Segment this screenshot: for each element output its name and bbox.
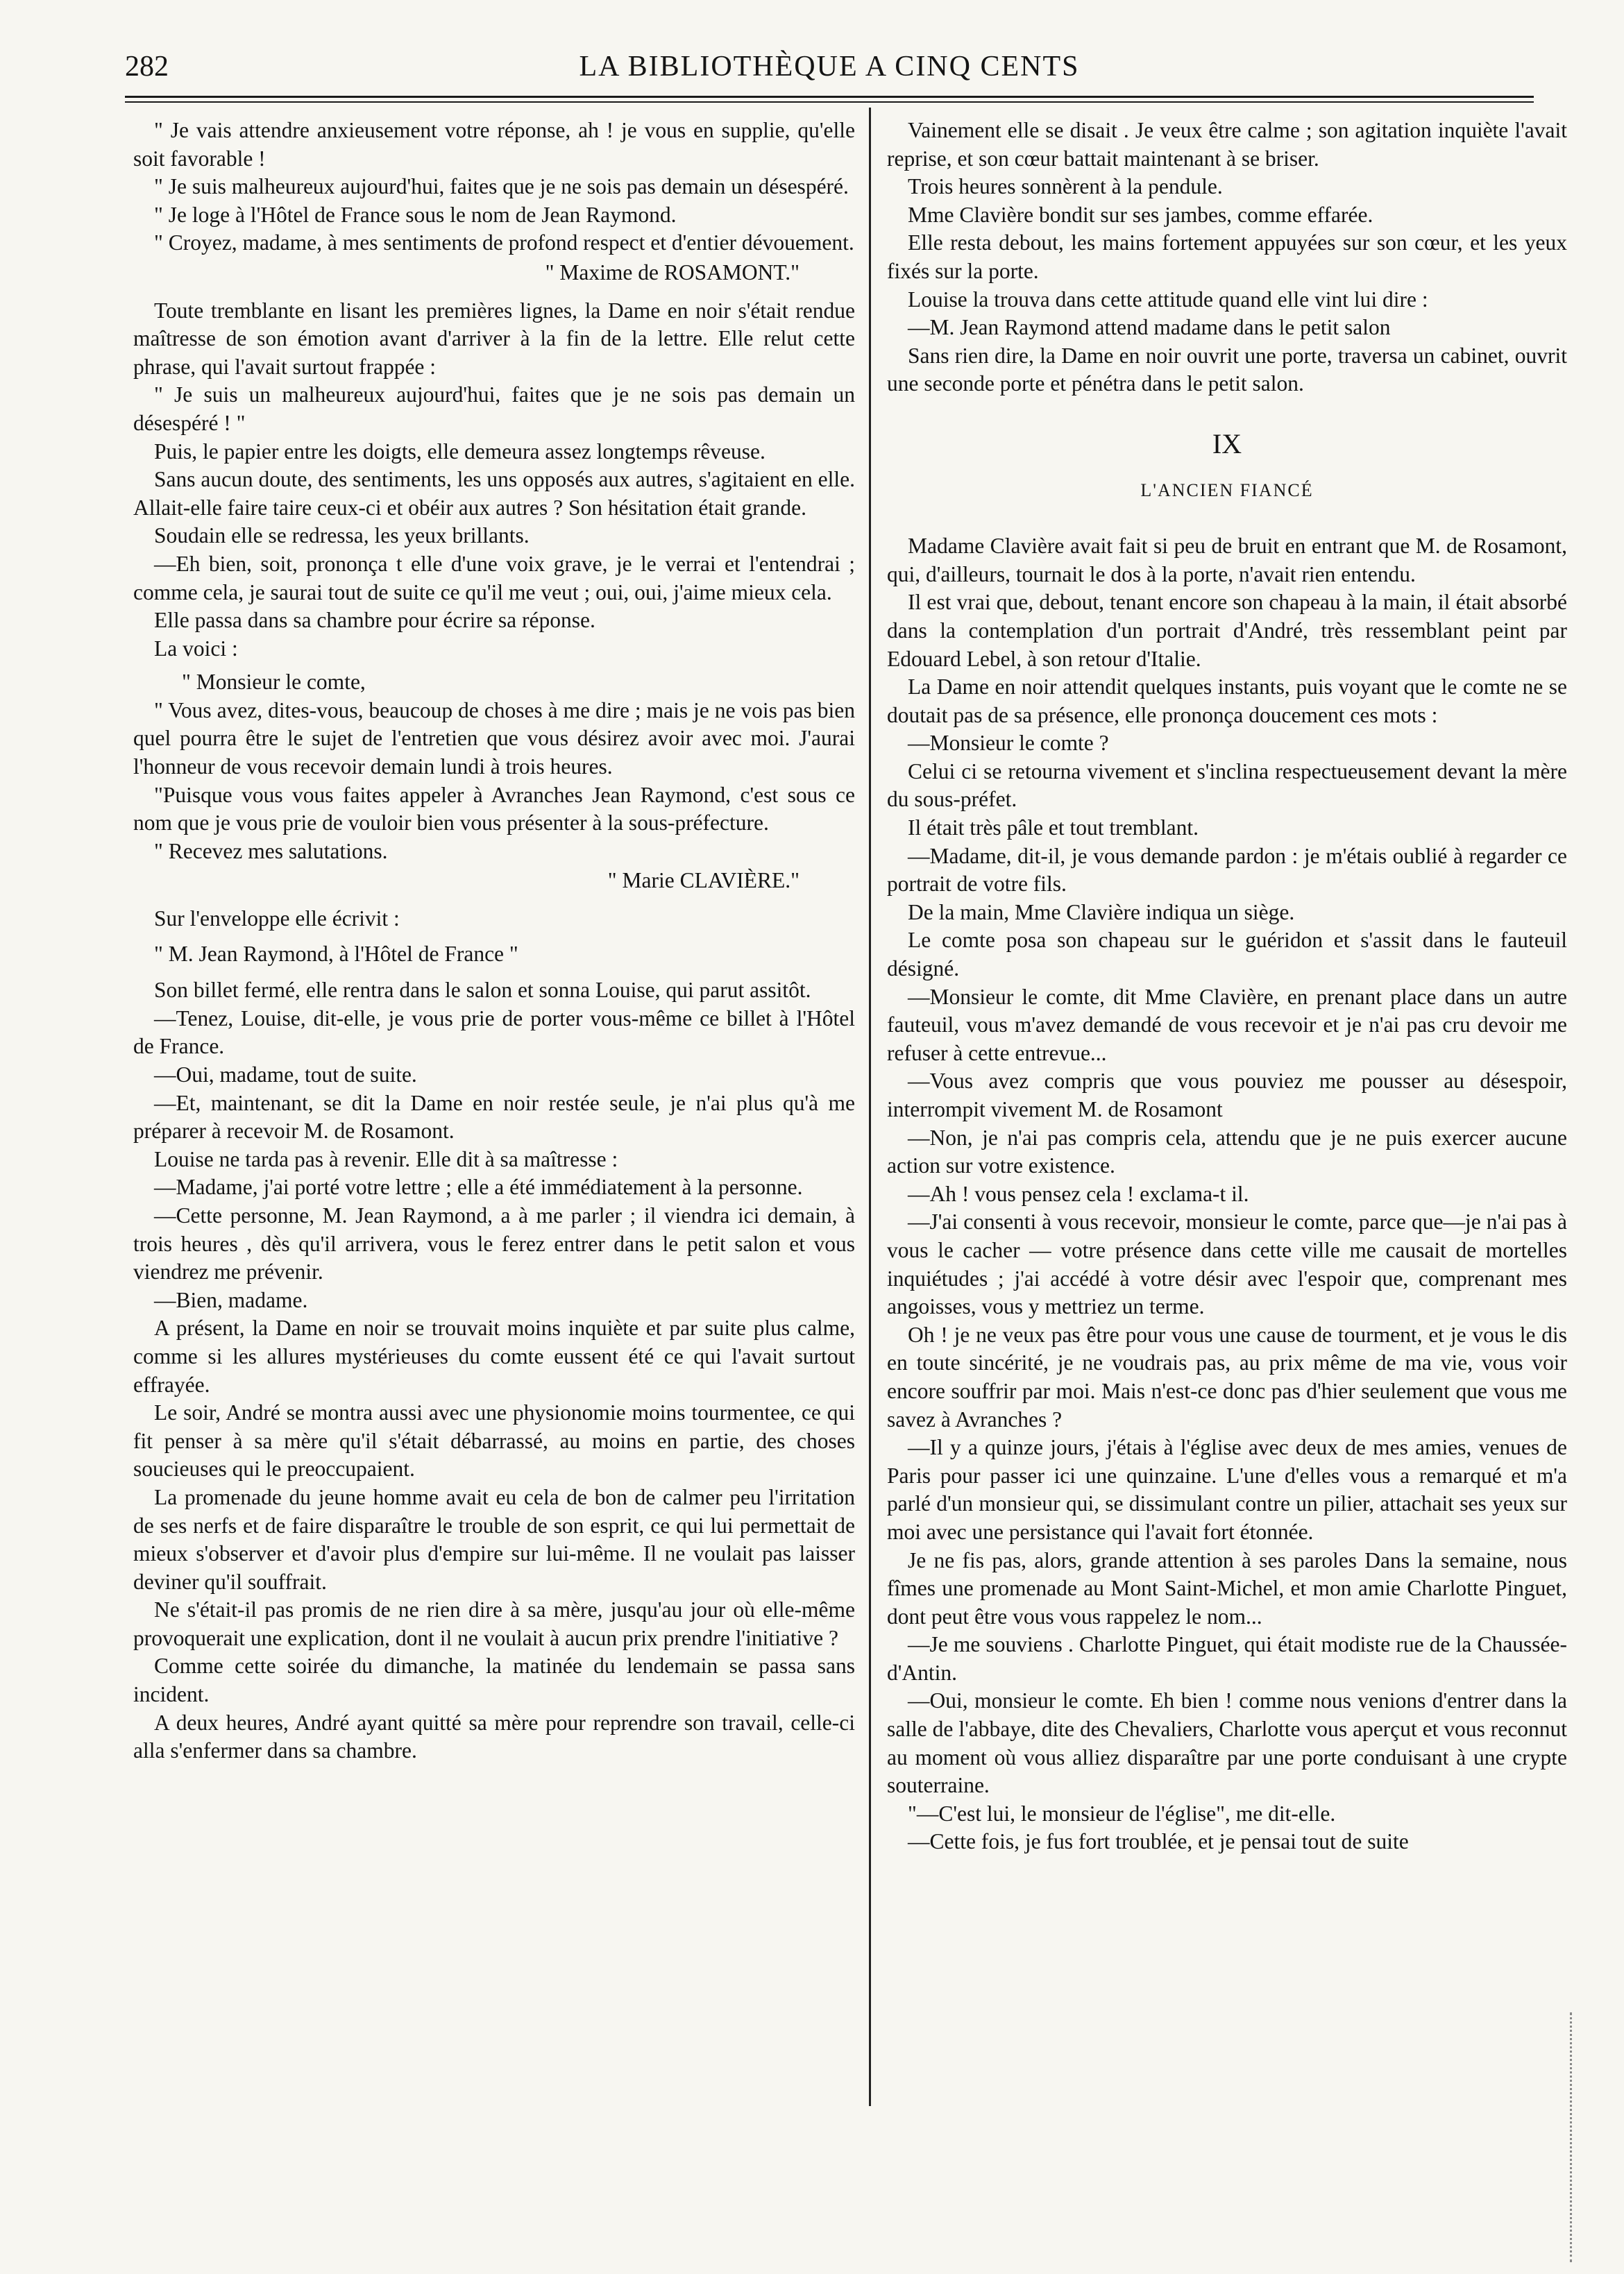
- paragraph: Trois heures sonnèrent à la pendule.: [908, 174, 1223, 199]
- paragraph: —Bien, madame.: [154, 1287, 308, 1312]
- paragraph: —M. Jean Raymond attend madame dans le petit salon: [908, 315, 1391, 340]
- letter-paragraph: " Vous avez, dites-vous, beaucoup de choses à me dire ; mais je ne vois pas bien quel pourra être le sujet de l'entretien que vous désirez avoir avec moi. J'aurai l'honneur de vous recevoir demain lundi à trois heures.: [133, 697, 855, 779]
- paragraph: Elle passa dans sa chambre pour écrire sa réponse.: [154, 608, 595, 633]
- column-divider: [869, 108, 871, 2106]
- paragraph: Je ne fis pas, alors, grande attention à ses paroles Dans la semaine, nous fîmes une promenade au Mont Saint-Michel, et mon amie Charlotte Pinguet, dont peut être vous vous rappelez le nom...: [887, 1547, 1567, 1629]
- paragraph: Comme cette soirée du dimanche, la matinée du lendemain se passa sans incident.: [133, 1654, 855, 1707]
- paragraph: A présent, la Dame en noir se trouvait moins inquiète et par suite plus calme, comme si les allures mystérieuses du comte eussent été ce qui l'avait surtout effrayée.: [133, 1316, 855, 1397]
- letter-paragraph: " Je vais attendre anxieusement votre réponse, ah ! je vous en supplie, qu'elle soit favorable !: [133, 118, 855, 171]
- paragraph: Vainement elle se disait . Je veux être calme ; son agitation inquiète l'avait reprise, et son cœur battait maintenant à se briser.: [887, 118, 1567, 171]
- letter-paragraph: " Je loge à l'Hôtel de France sous le nom de Jean Raymond.: [154, 202, 677, 227]
- paragraph: Sur l'enveloppe elle écrivit :: [154, 906, 400, 931]
- right-column: [887, 117, 1567, 1856]
- paragraph: Le soir, André se montra aussi avec une physionomie moins tourmentee, ce qui fit penser à sa mère qu'il s'était débarrassé, au moins en partie, des choses soucieuses qui le preoccupaient.: [133, 1400, 855, 1482]
- letter-paragraph: " Croyez, madame, à mes sentiments de profond respect et d'entier dévouement.: [154, 230, 854, 255]
- paragraph: —Ah ! vous pensez cela ! exclama-t il.: [908, 1181, 1249, 1206]
- paragraph: Madame Clavière avait fait si peu de bruit en entrant que M. de Rosamont, qui, d'ailleurs, tournait le dos à la porte, n'avait rien entendu.: [887, 534, 1567, 586]
- paragraph: Ne s'était-il pas promis de ne rien dire à sa mère, jusqu'au jour où elle-même provoquerait une explication, dont il ne voulait à aucun prix prendre l'initiative ?: [133, 1597, 855, 1650]
- paragraph: Oh ! je ne veux pas être pour vous une cause de tourment, et je vous le dis en toute sincérité, je ne voudrais pas, au prix même de ma vie, vous voir encore souffrir par moi. Mais n'est-ce donc pas d'hier seulement que vous me savez à Avranches ?: [887, 1322, 1567, 1432]
- paragraph: Mme Clavière bondit sur ses jambes, comme effarée.: [908, 202, 1373, 227]
- paragraph: La voici :: [154, 636, 238, 661]
- chapter-number: IX: [1212, 427, 1242, 459]
- paragraph: Louise ne tarda pas à revenir. Elle dit à sa maîtresse :: [154, 1146, 618, 1171]
- paragraph: —Monsieur le comte ?: [908, 731, 1109, 756]
- paragraph: —Madame, j'ai porté votre lettre ; elle a été immédiatement à la personne.: [154, 1175, 803, 1200]
- paragraph: " Je suis un malheureux aujourd'hui, faites que je ne sois pas demain un désespéré ! ": [133, 382, 855, 435]
- paragraph: Il est vrai que, debout, tenant encore son chapeau à la main, il était absorbé dans la contemplation d'un portrait d'André, très ressemblant peint par Edouard Lebel, à son retour d'Italie.: [887, 590, 1567, 671]
- paragraph: —Non, je n'ai pas compris cela, attendu que je ne puis exercer aucune action sur votre existence.: [887, 1125, 1567, 1178]
- running-header: [125, 43, 1534, 92]
- paragraph: —Je me souviens . Charlotte Pinguet, qui était modiste rue de la Chaussée-d'Antin.: [887, 1632, 1567, 1685]
- paragraph: —Cette fois, je fus fort troublée, et je pensai tout de suite: [908, 1829, 1409, 1854]
- paragraph: —Oui, madame, tout de suite.: [154, 1062, 417, 1087]
- paragraph: Elle resta debout, les mains fortement appuyées sur son cœur, et les yeux fixés sur la porte.: [887, 230, 1567, 283]
- running-title: LA BIBLIOTHÈQUE A CINQ CENTS: [579, 51, 1080, 83]
- paragraph: Sans aucun doute, des sentiments, les uns opposés aux autres, s'agitaient en elle. Allait-elle faire taire ceux-ci et obéir aux autres ? Son hésitation était grande.: [133, 467, 855, 520]
- paragraph: —Vous avez compris que vous pouviez me pousser au désespoir, interrompit vivement M. de Rosamont: [887, 1069, 1567, 1121]
- header-rule-double: [125, 101, 1534, 103]
- page-number: 282: [125, 51, 169, 83]
- paragraph: Soudain elle se redressa, les yeux brillants.: [154, 523, 530, 548]
- paragraph: —Et, maintenant, se dit la Dame en noir restée seule, je n'ai plus qu'à me préparer à recevoir M. de Rosamont.: [133, 1090, 855, 1144]
- paragraph: Celui ci se retourna vivement et s'inclina respectueusement devant la mère du sous-préfet.: [887, 758, 1567, 812]
- paragraph: A deux heures, André ayant quitté sa mère pour reprendre son travail, celle-ci alla s'enfermer dans sa chambre.: [133, 1710, 855, 1763]
- paragraph: Son billet fermé, elle rentra dans le salon et sonna Louise, qui parut assitôt.: [154, 978, 811, 1003]
- paragraph: —Tenez, Louise, dit-elle, je vous prie de porter vous-même ce billet à l'Hôtel de France.: [133, 1006, 855, 1059]
- paragraph: "—C'est lui, le monsieur de l'église", me dit-elle.: [908, 1801, 1336, 1826]
- paragraph: —Cette personne, M. Jean Raymond, a à me parler ; il viendra ici demain, à trois heures , dès qu'il arrivera, vous le ferez entrer dans le petit salon et vous viendrez me prévenir.: [133, 1203, 855, 1284]
- paragraph: Puis, le papier entre les doigts, elle demeura assez longtemps rêveuse.: [154, 439, 766, 464]
- paragraph: —Il y a quinze jours, j'étais à l'église avec deux de mes amies, venues de Paris pour passer ici une quinzaine. L'une d'elles vous a remarqué et m'a parlé d'un monsieur qui, se dissimulant contre un pilier, attachait ses yeux sur moi avec une persistance qui l'avait fort étonnée.: [887, 1435, 1567, 1544]
- paragraph: Toute tremblante en lisant les premières lignes, la Dame en noir s'était rendue maîtresse de son émotion avant d'arriver à la fin de la lettre. Elle relut cette phrase, qui l'avait surtout frappée :: [133, 298, 855, 379]
- letter-signature: " Maxime de ROSAMONT.": [545, 260, 800, 285]
- left-column: [133, 117, 855, 1765]
- paragraph: —Eh bien, soit, prononça t elle d'une voix grave, je le verrai et l'entendrai ; comme cela, je saurai tout de suite ce qu'il me veut ; oui, oui, j'aime mieux cela.: [133, 551, 855, 604]
- letter-paragraph: "Puisque vous vous faites appeler à Avranches Jean Raymond, c'est sous ce nom que je vous prie de vouloir bien vous présenter à la sous-préfecture.: [133, 782, 855, 835]
- paragraph: —J'ai consenti à vous recevoir, monsieur le comte, parce que—je n'ai pas à vous le cacher — votre présence dans cette ville me causait de mortelles inquiétudes ; j'ai accédé à votre désir avec l'espoir que, comprenant mes angoisses, vous y mettriez un terme.: [887, 1210, 1567, 1319]
- paragraph: De la main, Mme Clavière indiqua un siège.: [908, 899, 1295, 924]
- letter-signature: " Marie CLAVIÈRE.": [607, 868, 800, 893]
- paragraph: —Madame, dit-il, je vous demande pardon : je m'étais oublié à regarder ce portrait de votre fils.: [887, 843, 1567, 897]
- envelope-address: " M. Jean Raymond, à l'Hôtel de France ": [154, 941, 518, 966]
- letter-salutation: " Monsieur le comte,: [182, 670, 366, 695]
- paragraph: Sans rien dire, la Dame en noir ouvrit une porte, traversa un cabinet, ouvrit une seconde porte et pénétra dans le petit salon.: [887, 343, 1567, 396]
- paragraph: La promenade du jeune homme avait eu cela de bon de calmer peu l'irritation de ses nerfs et de faire disparaître le trouble de son esprit, ce qui lui permettait de mieux s'observer et d'avoir plus d'empire sur lui-même. Il ne voulait pas laisser deviner qu'il souffrait.: [133, 1484, 855, 1594]
- paragraph: Le comte posa son chapeau sur le guéridon et s'assit dans le fauteuil désigné.: [887, 928, 1567, 981]
- paragraph: Il était très pâle et tout tremblant.: [908, 815, 1199, 840]
- letter-paragraph: " Je suis malheureux aujourd'hui, faites que je ne sois pas demain un désespéré.: [154, 174, 849, 199]
- chapter-title: L'ANCIEN FIANCÉ: [1140, 480, 1314, 500]
- letter-paragraph: " Recevez mes salutations.: [154, 838, 388, 863]
- paragraph: —Monsieur le comte, dit Mme Clavière, en prenant place dans un autre fauteuil, vous m'avez demandé de vous recevoir et je n'ai pas cru devoir me refuser à cette entrevue...: [887, 984, 1567, 1065]
- paragraph: La Dame en noir attendit quelques instants, puis voyant que le comte ne se doutait pas de sa présence, elle prononça doucement ces mots :: [887, 674, 1567, 727]
- paragraph: Louise la trouva dans cette attitude quand elle vint lui dire :: [908, 287, 1428, 312]
- paragraph: —Oui, monsieur le comte. Eh bien ! comme nous venions d'entrer dans la salle de l'abbaye, dite des Chevaliers, Charlotte vous aperçut et vous reconnut au moment où vous alliez disparaître par une porte conduisant à une crypte souterraine.: [887, 1688, 1567, 1798]
- header-rule: [125, 96, 1534, 98]
- margin-dots: [1570, 2012, 1579, 2262]
